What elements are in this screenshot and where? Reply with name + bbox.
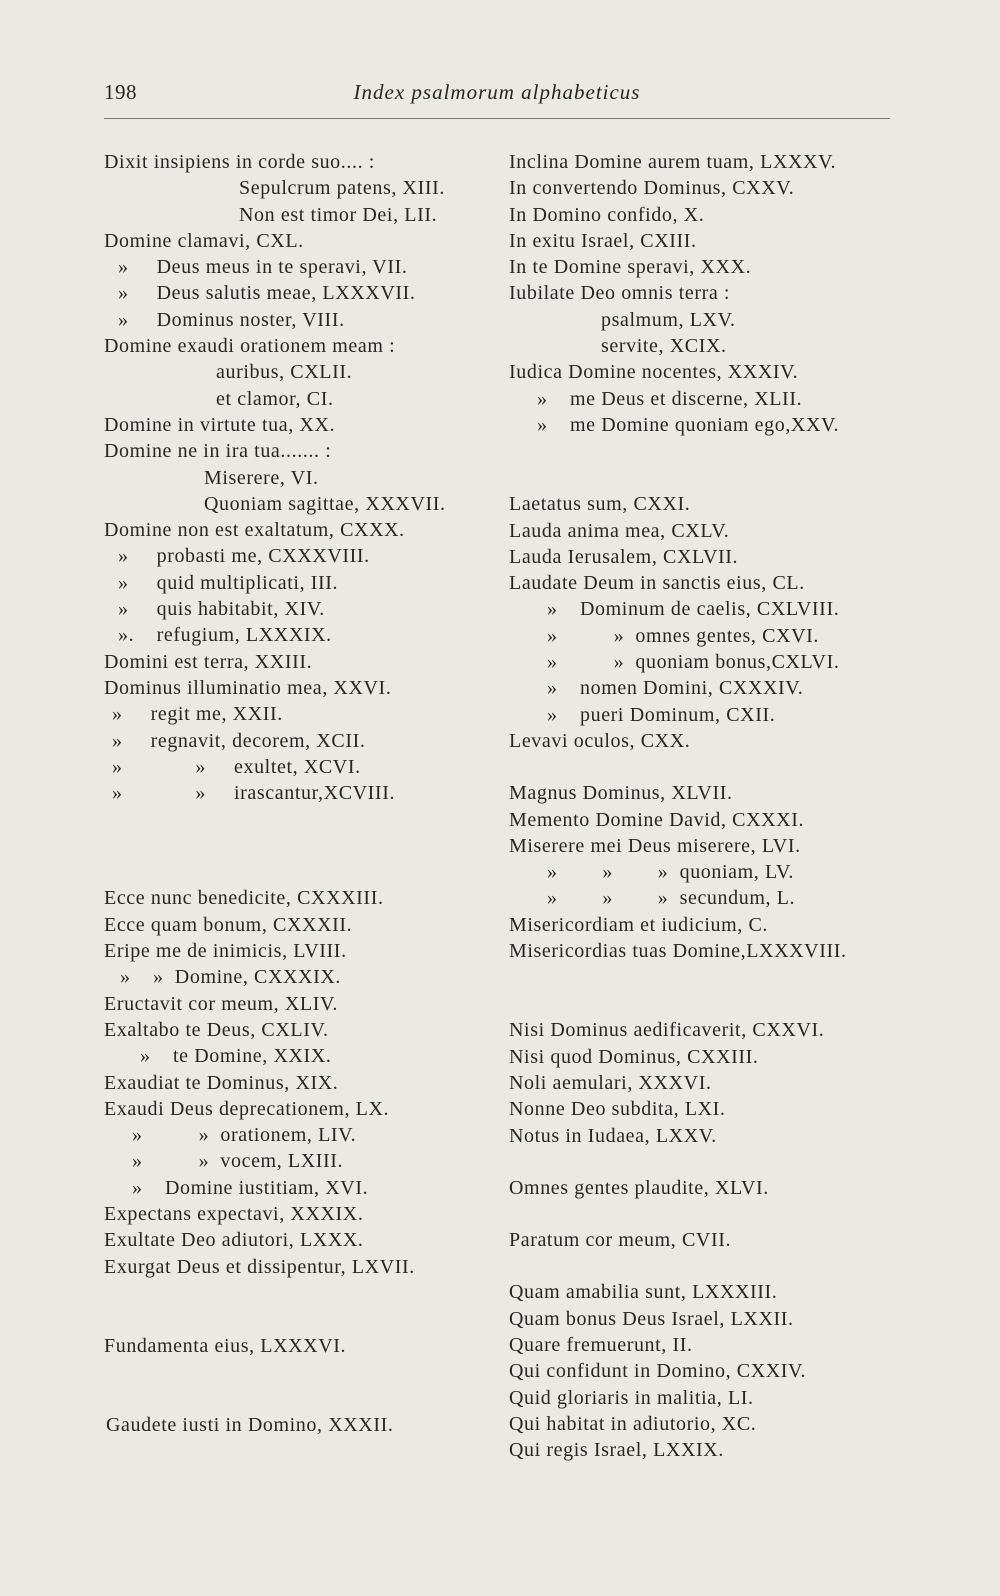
index-entry: » Dominus noster, VIII. (118, 308, 345, 331)
index-entry: Eripe me de inimicis, LVIII. (104, 940, 347, 963)
index-entry: Laudate Deum in sanctis eius, CL. (509, 572, 805, 595)
index-entry: Nisi quod Dominus, CXXIII. (509, 1045, 759, 1068)
index-entry: Domine in virtute tua, XX. (104, 413, 336, 436)
index-entry: » » exultet, XCVI. (112, 755, 361, 778)
section-gap (104, 1359, 494, 1412)
index-entry: » » orationem, LIV. (132, 1124, 357, 1147)
index-entry: » Domine iustitiam, XVI. (132, 1176, 369, 1199)
index-entry: Ecce quam bonum, CXXXII. (104, 913, 353, 936)
header-rule (104, 118, 890, 119)
index-entry: Lauda anima mea, CXLV. (509, 519, 730, 542)
index-entry: Domine non est exaltatum, CXXX. (104, 519, 405, 542)
index-entry: » regnavit, decorem, XCII. (112, 729, 366, 752)
index-entry: » quid multiplicati, III. (118, 571, 339, 594)
index-entry: » Dominum de caelis, CXLVIII. (547, 598, 840, 621)
index-entry: » nomen Domini, CXXXIV. (547, 677, 804, 700)
index-entry: In te Domine speravi, XXX. (509, 256, 752, 279)
index-entry: servite, XCIX. (601, 335, 727, 358)
section-gap (104, 1280, 494, 1333)
section-gap (509, 1201, 929, 1227)
running-title: Index psalmorum alphabeticus (353, 80, 641, 104)
index-entry: Qui regis Israel, LXXIX. (509, 1439, 724, 1462)
index-entry: » » irascantur,XCVIII. (112, 782, 396, 805)
section-gap (509, 1253, 929, 1279)
index-entry: » » vocem, LXIII. (132, 1150, 344, 1173)
index-entry: In Domino confido, X. (509, 203, 705, 226)
index-entry: Quare fremuerunt, II. (509, 1333, 693, 1356)
index-entry: Dominus illuminatio mea, XXVI. (104, 676, 392, 699)
index-entry: Quam amabilia sunt, LXXXIII. (509, 1281, 778, 1304)
index-entry: et clamor, CI. (216, 387, 334, 410)
index-entry: Non est timor Dei, LII. (239, 203, 438, 226)
index-entry: Laetatus sum, CXXI. (509, 493, 691, 516)
index-entry: Domine clamavi, CXL. (104, 229, 304, 252)
index-entry: Exultate Deo adiutori, LXXX. (104, 1229, 364, 1252)
index-entry: Paratum cor meum, CVII. (509, 1229, 732, 1252)
index-entry: » me Deus et discerne, XLII. (537, 387, 803, 410)
section-gap (104, 806, 494, 885)
index-entry: Misericordias tuas Domine,LXXXVIII. (509, 940, 847, 963)
index-entry: Gaudete iusti in Domino, XXXII. (106, 1414, 394, 1437)
index-entry: Sepulcrum patens, XIII. (239, 177, 445, 200)
index-entry: Iudica Domine nocentes, XXXIV. (509, 361, 799, 384)
index-entry: Quam bonus Deus Israel, LXXII. (509, 1307, 794, 1330)
index-entry: Expectans expectavi, XXXIX. (104, 1202, 364, 1225)
index-entry: Exaudiat te Dominus, XIX. (104, 1071, 339, 1094)
index-entry: Domini est terra, XXIII. (104, 650, 313, 673)
index-entry: Magnus Dominus, XLVII. (509, 782, 733, 805)
index-entry: » » » quoniam, LV. (547, 861, 795, 884)
index-entry: Memento Domine David, CXXXI. (509, 808, 805, 831)
index-entry: Omnes gentes plaudite, XLVI. (509, 1176, 769, 1199)
index-entry: » » Domine, CXXXIX. (120, 966, 342, 989)
index-entry: auribus, CXLII. (216, 361, 353, 384)
index-entry: Notus in Iudaea, LXXV. (509, 1124, 717, 1147)
index-entry: In exitu Israel, CXIII. (509, 229, 697, 252)
index-entry: Iubilate Deo omnis terra : (509, 282, 731, 305)
index-column-left (104, 149, 494, 1438)
section-gap (509, 754, 929, 780)
index-entry: Exurgat Deus et dissipentur, LXVII. (104, 1255, 415, 1278)
index-entry: » regit me, XXII. (112, 703, 283, 726)
index-entry: Noli aemulari, XXXVI. (509, 1071, 712, 1094)
index-entry: Exaltabo te Deus, CXLIV. (104, 1018, 329, 1041)
page-header (104, 80, 890, 112)
section-gap (509, 438, 929, 491)
index-entry: » » quoniam bonus,CXLVI. (547, 651, 840, 674)
section-gap (509, 964, 929, 1017)
index-entry: Quid gloriaris in malitia, LI. (509, 1386, 754, 1409)
index-entry: psalmum, LXV. (601, 308, 736, 331)
index-entry: Exaudi Deus deprecationem, LX. (104, 1097, 390, 1120)
index-entry: Domine ne in ira tua....... : (104, 440, 332, 463)
index-entry: » probasti me, CXXXVIII. (118, 545, 370, 568)
index-entry: Dixit insipiens in corde suo.... : (104, 151, 375, 173)
index-entry: » Deus salutis meae, LXXXVII. (118, 282, 416, 305)
index-entry: » quis habitabit, XIV. (118, 598, 325, 621)
index-entry: Levavi oculos, CXX. (509, 729, 691, 752)
index-entry: » te Domine, XXIX. (140, 1045, 332, 1068)
page-number: 198 (104, 80, 137, 104)
section-gap (509, 1149, 929, 1175)
index-entry: Nisi Dominus aedificaverit, CXXVI. (509, 1019, 825, 1042)
index-entry: Miserere mei Deus miserere, LVI. (509, 834, 801, 857)
index-entry: ». refugium, LXXXIX. (118, 624, 332, 647)
index-entry: » Deus meus in te speravi, VII. (118, 256, 408, 279)
index-entry: Lauda Ierusalem, CXLVII. (509, 545, 739, 568)
index-entry: Fundamenta eius, LXXXVI. (104, 1334, 347, 1357)
index-entry: Eructavit cor meum, XLIV. (104, 992, 339, 1015)
index-entry: Qui confidunt in Domino, CXXIV. (509, 1360, 807, 1383)
index-entry: Misericordiam et iudicium, C. (509, 913, 769, 936)
index-entry: » » omnes gentes, CXVI. (547, 624, 819, 647)
index-entry: Miserere, VI. (204, 466, 319, 489)
index-entry: » me Domine quoniam ego,XXV. (537, 413, 840, 436)
index-entry: Domine exaudi orationem meam : (104, 335, 396, 358)
index-entry: In convertendo Dominus, CXXV. (509, 177, 795, 200)
index-entry: Nonne Deo subdita, LXI. (509, 1098, 726, 1121)
index-entry: » » » secundum, L. (547, 887, 796, 910)
index-entry: Ecce nunc benedicite, CXXXIII. (104, 887, 384, 910)
index-column-right (509, 149, 929, 1463)
index-entry: Qui habitat in adiutorio, XC. (509, 1412, 757, 1435)
index-entry: Inclina Domine aurem tuam, LXXXV. (509, 151, 837, 173)
index-entry: » pueri Dominum, CXII. (547, 703, 776, 726)
index-entry: Quoniam sagittae, XXXVII. (204, 492, 446, 515)
